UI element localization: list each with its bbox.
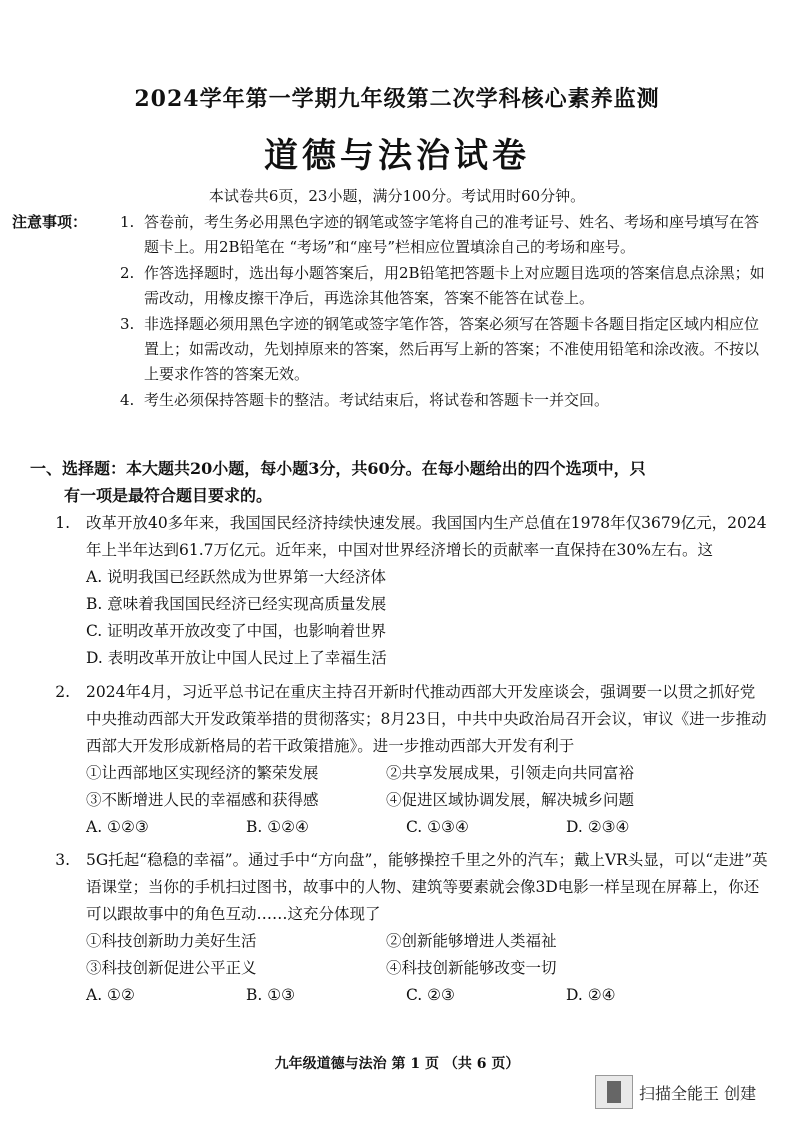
choice-b: B. ①③	[246, 986, 296, 1004]
option-a: A. 说明我国已经跃然成为世界第一大经济体	[86, 568, 387, 586]
page-title: 道德与法治试卷	[264, 136, 530, 176]
statement-row	[86, 928, 770, 955]
notes-block	[12, 210, 770, 414]
choice-a: A. ①②	[86, 986, 135, 1004]
note-text: 作答选择题时，选出每小题答案后，用2B铅笔把答题卡上对应题目选项的答案信息点涂黑；如需改动，用橡皮擦干净后，再选涂其他答案，答案不能答在试卷上。	[144, 264, 765, 307]
question-number: 3.	[55, 851, 70, 869]
question-stem: 改革开放40多年来，我国国民经济持续快速发展。我国国内生产总值在1978年仅3679亿元，2024年上半年达到61.7万亿元。近年来，中国对世界经济增长的贡献率一直保持在30%左右。这	[86, 514, 767, 559]
exam-header-title: 2024学年第一学期九年级第二次学科核心素养监测	[134, 86, 660, 112]
note-number: 2.	[120, 264, 135, 282]
statement-2: ②创新能够增进人类福祉	[386, 932, 557, 950]
note-number: 4.	[120, 391, 135, 409]
note-item	[120, 210, 770, 260]
choice-d: D. ②④	[566, 986, 616, 1004]
page-footer: 九年级道德与法治 第 1 页 （共 6 页）	[274, 1056, 520, 1072]
statement-1: ①科技创新助力美好生活	[86, 932, 257, 950]
choice-d: D. ②③④	[566, 818, 630, 836]
statement-row	[86, 787, 770, 814]
notes-label: 注意事项：	[12, 213, 88, 231]
question-stem: 5G托起“稳稳的幸福”。通过手中“方向盘”，能够操控千里之外的汽车；戴上VR头显，可以“走进”英语课堂；当你的手机扫过图书，故事中的人物、建筑等要素就会像3D电影一样呈现在屏幕上，你还可以跟故事中的角色互动……这充分体现了	[86, 851, 768, 923]
statement-4: ④促进区域协调发展，解决城乡问题	[386, 791, 635, 809]
statement-row	[86, 955, 770, 982]
question-2	[30, 679, 770, 841]
statement-3: ③不断增进人民的幸福感和获得感	[86, 791, 319, 809]
exam-info: 本试卷共6页，23小题，满分100分。考试用时60分钟。	[208, 187, 586, 205]
option-b: B. 意味着我国国民经济已经实现高质量发展	[86, 595, 387, 613]
watermark-text: 扫描全能王 创建	[639, 1083, 757, 1103]
question-number: 1.	[55, 514, 70, 532]
choice-row	[86, 982, 770, 1009]
qr-logo-icon	[595, 1075, 633, 1109]
statement-3: ③科技创新促进公平正义	[86, 959, 257, 977]
choice-c: C. ①③④	[406, 818, 469, 836]
statement-1: ①让西部地区实现经济的繁荣发展	[86, 764, 319, 782]
statement-2: ②共享发展成果，引领走向共同富裕	[386, 764, 635, 782]
statement-row	[86, 760, 770, 787]
option-c: C. 证明改革开放改变了中国，也影响着世界	[86, 622, 387, 640]
question-3	[30, 847, 770, 1009]
choice-row	[86, 814, 770, 841]
note-text: 非选择题必须用黑色字迹的钢笔或签字笔作答，答案必须写在答题卡各题目指定区域内相应位置上；如需改动，先划掉原来的答案，然后再写上新的答案；不准使用铅笔和涂改液。不按以上要求作答的答案无效。	[144, 315, 760, 383]
note-number: 3.	[120, 315, 135, 333]
statement-4: ④科技创新能够改变一切	[386, 959, 557, 977]
note-item	[120, 312, 770, 387]
note-number: 1.	[120, 213, 135, 231]
section-heading	[30, 455, 770, 509]
question-number: 2.	[55, 683, 70, 701]
note-item	[120, 261, 770, 311]
choice-c: C. ②③	[406, 986, 455, 1004]
section-heading-line1: 一、选择题：本大题共20小题，每小题3分，共60分。在每小题给出的四个选项中，只	[30, 459, 646, 478]
choice-b: B. ①②④	[246, 818, 309, 836]
option-d: D. 表明改革开放让中国人民过上了幸福生活	[86, 649, 387, 667]
note-text: 答卷前，考生务必用黑色字迹的钢笔或签字笔将自己的准考证号、姓名、考场和座号填写在答题卡上。用2B铅笔在 “考场”和“座号”栏相应位置填涂自己的考场和座号。	[144, 213, 760, 256]
section-heading-line2: 有一项是最符合题目要求的。	[64, 486, 273, 505]
note-item	[120, 388, 770, 413]
question-1	[30, 510, 770, 672]
choice-a: A. ①②③	[86, 818, 149, 836]
note-text: 考生必须保持答题卡的整洁。考试结束后，将试卷和答题卡一并交回。	[144, 391, 610, 409]
scanner-watermark	[595, 1075, 756, 1109]
question-stem: 2024年4月，习近平总书记在重庆主持召开新时代推动西部大开发座谈会，强调要一以贯之抓好党中央推动西部大开发政策举措的贯彻落实；8月23日，中共中央政治局召开会议，审议《进一步推动西部大开发形成新格局的若干政策措施》。进一步推动西部大开发有利于	[86, 683, 767, 755]
